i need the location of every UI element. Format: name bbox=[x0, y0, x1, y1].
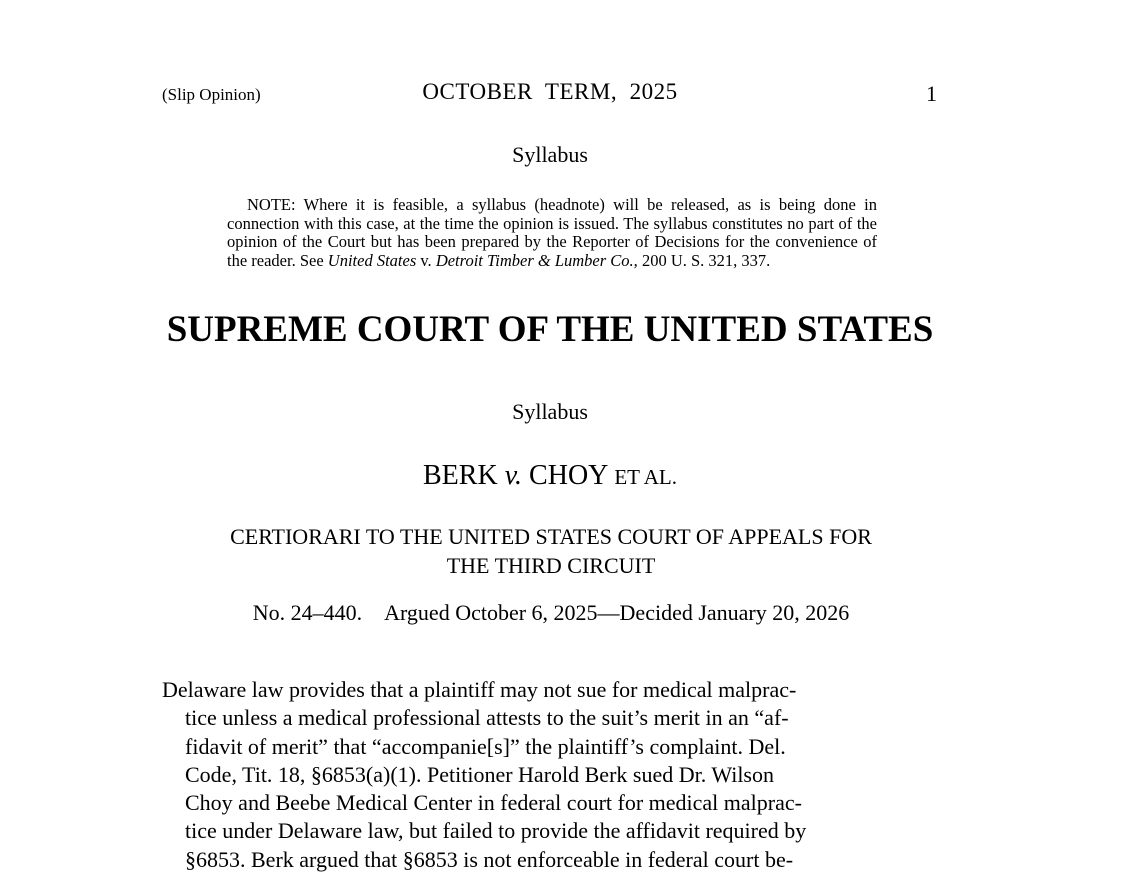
syllabus-heading-top: Syllabus bbox=[512, 142, 588, 167]
note-line-5-pre: See bbox=[299, 250, 328, 270]
certiorari-statement bbox=[140, 522, 962, 580]
note-line-2: being done in connection with this case, at the time the opinion is issued. bbox=[227, 195, 877, 233]
argued-decided-dates: Argued October 6, 2025—Decided January 20, 2026 bbox=[384, 600, 850, 625]
body-line-4: Code, Tit. 18, §6853(a)(1). Petitioner Harold Berk sued Dr. Wilson bbox=[185, 761, 774, 787]
certiorari-line-1: CERTIORARI TO THE UNITED STATES COURT OF APPEALS FOR bbox=[230, 524, 872, 549]
body-line-6: tice under Delaware law, but failed to provide the affidavit required by bbox=[185, 818, 807, 844]
court-title: SUPREME COURT OF THE UNITED STATES bbox=[166, 309, 934, 350]
case-et-al: ET AL. bbox=[614, 465, 677, 489]
body-line-5: Choy and Beebe Medical Center in federal court for medical malprac- bbox=[185, 790, 802, 816]
note-case-name-1: United States bbox=[327, 250, 417, 270]
syllabus-heading: Syllabus bbox=[512, 399, 588, 424]
case-petitioner: BERK bbox=[423, 460, 505, 491]
body-line-7: §6853. Berk argued that §6853 is not enforceable in federal court be- bbox=[185, 846, 794, 872]
term-heading: OCTOBER TERM, 2025 bbox=[422, 79, 678, 104]
syllabus-body bbox=[162, 676, 938, 874]
note-case-name-2: Detroit Timber & Lumber Co., bbox=[435, 250, 638, 270]
note-line-1: NOTE: Where it is feasible, a syllabus (headnote) will be released, as is bbox=[247, 195, 771, 214]
case-caption bbox=[0, 460, 1100, 492]
docket-line bbox=[0, 600, 1102, 626]
docket-number: No. 24–440. bbox=[252, 600, 363, 625]
body-line-3: fidavit of merit” that “accompanie[s]” the plaintiff’s complaint. Del. bbox=[185, 733, 786, 759]
note-citation: 200 U. S. 321, 337. bbox=[637, 250, 771, 270]
note-versus: v. bbox=[416, 250, 436, 270]
reporter-note bbox=[227, 196, 877, 270]
page-number: 1 bbox=[926, 81, 937, 106]
certiorari-line-2: THE THIRD CIRCUIT bbox=[446, 553, 656, 578]
case-respondent: CHOY bbox=[522, 460, 615, 491]
note-line-4: prepared by the Reporter of Decisions for the convenience of the reader. bbox=[227, 232, 877, 270]
slip-opinion-label: (Slip Opinion) bbox=[162, 85, 261, 104]
note-line-3: The syllabus constitutes no part of the opinion of the Court but has been bbox=[227, 213, 877, 251]
body-line-2: tice unless a medical professional attests to the suit’s merit in an “af- bbox=[185, 705, 789, 731]
body-line-1: Delaware law provides that a plaintiff may not sue for medical malprac- bbox=[162, 677, 797, 702]
case-versus: v. bbox=[504, 460, 523, 491]
